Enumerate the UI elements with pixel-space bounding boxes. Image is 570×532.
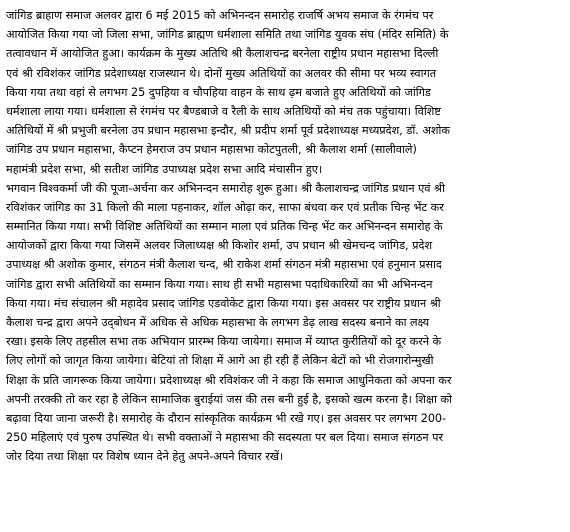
text-line: बढ़ावा दिया जाना जरूरी है। समारोह के दौरान सांस्कृतिक कार्यक्रम भी रखे गए। इस अवसर पर लगभग 200- (6, 411, 447, 425)
text-line: आयोजकों द्वारा किया गया जिसमें अलवर जिलाध्यक्ष श्री किशोर शर्मा, उप प्रधान श्री खेमचन्द जांगिड, प्रदेश (6, 239, 433, 253)
text-line: भगवान विश्वकर्मा जी की पूजा-अर्चना कर अभिनन्दन समारोह शुरू हुआ। श्री कैलाशचन्द्र जांगिड प्रधान एवं श्री (6, 181, 445, 195)
text-line: जांगिड द्वारा सभी अतिथियों का सम्मान किया गया। साथ ही सभी महासभा पदाधिकारियों का भी अभिनन्दन (6, 277, 433, 291)
text-line: एवं श्री रविशंकर जांगिड प्रदेशाध्यक्ष राजस्थान थे। दोनों मुख्य अतिथियों का अलवर की सीमा पर भव्य स्वागत (6, 66, 437, 80)
text-line: रखा। इसके लिए तहसील सभा तक अभियान प्रारम्भ किया जायेगा। समाज में व्याप्त कुरीतियों को दूर करने के (6, 335, 442, 349)
text-line: लिए लोगों को जागृत किया जायेगा। बेटियां तो शिक्षा में आगे आ ही रही हैं लेकिन बेटों को भी रोजगारोन्मुखी (6, 354, 434, 368)
text-line: अतिथियों में श्री प्रभुजी बरनेला उप प्रधान महासभा इन्दौर, श्री प्रदीप शर्मा पूर्व प्रदेशाध्यक्ष मध्यप्रदेश, डॉ. अशोक (6, 124, 450, 138)
text-line: सम्मानित किया गया। सभी विशिष्ट अतिथियों का सम्मान माला एवं प्रतिक चिन्ह भेंट कर अभिनन्दन समारोह के (6, 220, 443, 234)
text-line: किया गया। मंच संचालन श्री महादेव प्रसाद जांगिड एडवोकेट द्वारा किया गया। इस अवसर पर राष्ट्रीय प्रधान श्री (6, 296, 441, 310)
text-line: अपनी तरक्की तो कर रहा है लेकिन सामाजिक बुराईयां जस की तस बनी हुई है, इसको खत्म करना है। शिक्षा को (6, 392, 452, 406)
text-line: जोर दिया तथा शिक्षा पर विशेष ध्यान देने हेतु अपने-अपने विचार रखें। (6, 450, 284, 464)
article-body (6, 6, 562, 467)
text-line: जांगिड उप प्रधान महासभा, कैप्टन हेमराज उप प्रधान महासभा कोटपुतली, श्री कैलाश शर्मा (सालीवाले) (6, 143, 417, 157)
text-line: जांगिड ब्राहाण समाज अलवर द्वारा 6 मई 2015 को अभिनन्दन समारोह राजर्षि अभय समाज के रंगमंच पर (6, 9, 434, 22)
text-line: रविशंकर जांगिड का 31 किलो की माला पहनाकर, शॉल ओढ़ा कर, साफा बंधवा कर एवं प्रतीक चिन्ह भेंट कर (6, 200, 444, 214)
text-line: शिक्षा के प्रति जागरूक किया जायेगा। प्रदेशाध्यक्ष श्री रविशंकर जी ने कहा कि समाज आधुनिकता को अपना कर (6, 373, 452, 387)
text-line: महामंत्री प्रदेश सभा, श्री सतीश जांगिड उपाध्यक्ष प्रदेश सभा आदि मंचासीन हुए। (6, 162, 323, 176)
text-line: कैलाश चन्द्र द्वारा अपने उद्‌बोधन में अधिक से अधिक महासभा के लगभग डेढ़ लाख सदस्य बनाने का लक्ष्य (6, 316, 430, 329)
text-line: उपाध्यक्ष श्री अशोक कुमार, संगठन मंत्री कैलाश चन्द, श्री राकेश शर्मा संगठन मंत्री महासभा एवं हनुमान प्रसाद (6, 258, 442, 272)
text-line: आयोजित किया गया जो जिला सभा, जांगिड ब्राह्मण धर्मशाला समिति तथा जांगिड युवक संघ (मंदिर समिति) के (6, 28, 449, 42)
text-line: धर्मशाला लाया गया। धर्मशाला से रंगमंच पर बैण्डबाजे व रैली के साथ अतिथियों को मंच तक पहुंचाया। विशिष्ट (6, 104, 441, 118)
text-line: तत्वावधान में आयोजित हुआ। कार्यक्रम के मुख्य अतिथि श्री कैलाशचन्द्र बरनेला राष्ट्रीय प्रधान महासभा दिल्ली (6, 47, 439, 61)
text-line: 250 महिलाएं एवं पुरुष उपस्थित थे। सभी वक्ताओं ने महासभा की सदस्यता पर बल दिया। समाज संगठन पर (6, 431, 444, 445)
text-line: किया गया तथा वहां से लगभग 25 दुपहिया व चौपहिया वाहन के साथ ढ़म बजाते हुए अतिथियों को जांगिड (6, 85, 431, 99)
